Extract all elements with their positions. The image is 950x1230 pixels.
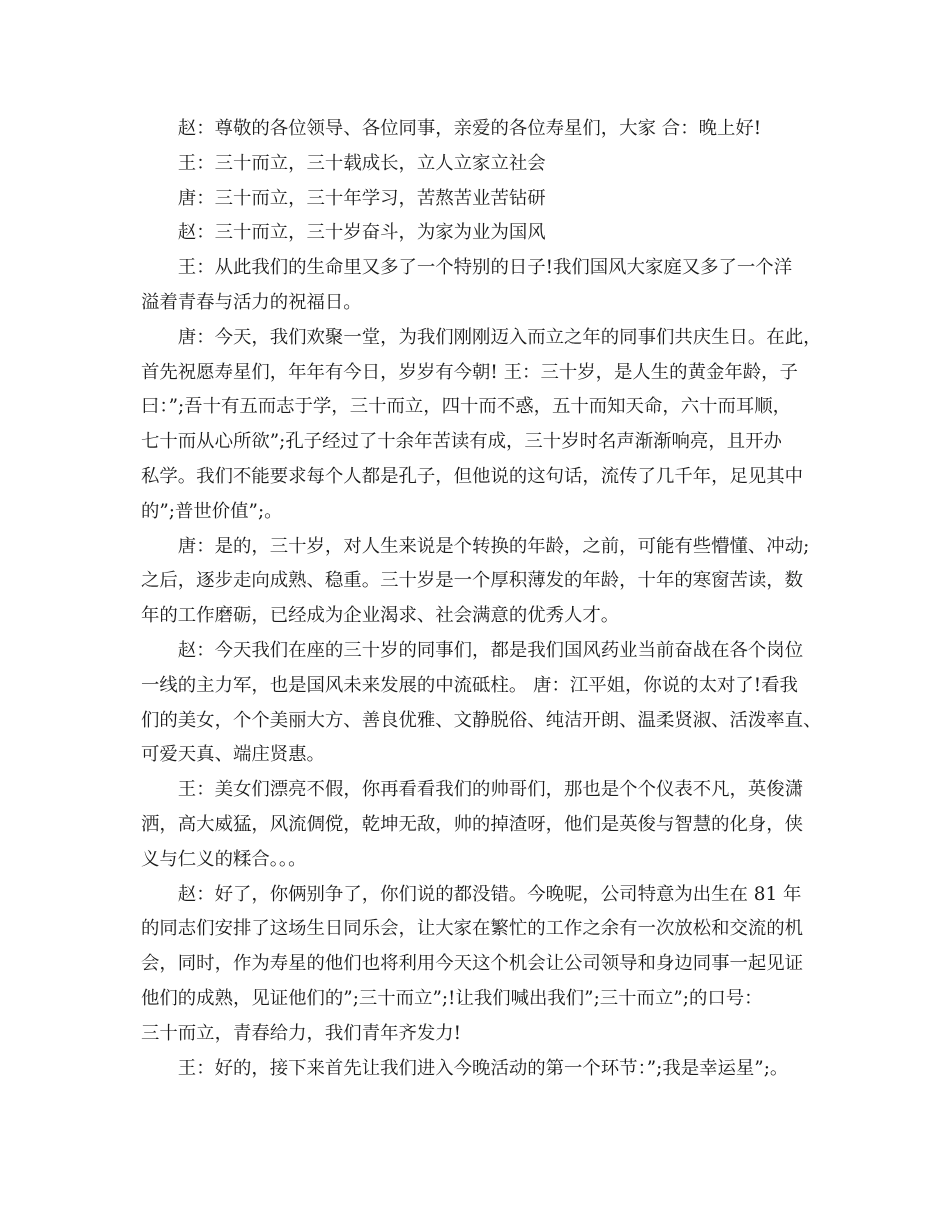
text-line: 洒，高大威猛，风流倜傥，乾坤无敌，帅的掉渣呀，他们是英俊与智慧的化身，侠 bbox=[141, 813, 804, 835]
paragraph bbox=[141, 251, 825, 321]
paragraph bbox=[141, 878, 825, 1052]
text-line: 曰：”;吾十有五而志于学，三十而立，四十而不惑，五十而知天命，六十而耳顺， bbox=[141, 396, 792, 418]
document-body bbox=[141, 112, 825, 1086]
text-line: 年的工作磨砺，已经成为企业渴求、社会满意的优秀人才。 bbox=[141, 605, 620, 627]
text-line: 赵：三十而立，三十岁奋斗，为家为业为国风 bbox=[177, 222, 546, 244]
paragraph bbox=[141, 530, 825, 634]
paragraph bbox=[141, 216, 825, 251]
text-line: 他们的成熟，见证他们的”;三十而立”;!让我们喊出我们”;三十而立”;的口号： bbox=[141, 987, 763, 1009]
text-line: 首先祝愿寿星们，年年有今日，岁岁有今朝! 王：三十岁，是人生的黄金年龄，子 bbox=[141, 361, 798, 383]
text-line: 赵：今天我们在座的三十岁的同事们，都是我们国风药业当前奋战在各个岗位 bbox=[177, 639, 804, 661]
text-line: 赵：尊敬的各位领导、各位同事，亲爱的各位寿星们，大家 合：晚上好! bbox=[177, 118, 762, 139]
text-line: 唐：今天，我们欢聚一堂，为我们刚刚迈入而立之年的同事们共庆生日。在此， bbox=[177, 326, 822, 348]
text-line: 的”;普世价值”;。 bbox=[141, 500, 283, 522]
text-line: 之后，逐步走向成熟、稳重。三十岁是一个厚积薄发的年龄，十年的寒窗苦读，数 bbox=[141, 570, 804, 592]
paragraph bbox=[141, 773, 825, 877]
text-line: 三十而立，青春给力，我们青年齐发力! bbox=[141, 1022, 462, 1044]
paragraph bbox=[141, 147, 825, 182]
paragraph bbox=[141, 182, 825, 217]
text-line: 可爱天真、端庄贤惠。 bbox=[141, 744, 325, 766]
paragraph bbox=[141, 634, 825, 773]
text-line: 王：美女们漂亮不假，你再看看我们的帅哥们，那也是个个仪表不凡，英俊潇 bbox=[177, 779, 804, 801]
text-line: 义与仁义的糅合。。。 bbox=[141, 848, 307, 870]
text-line: 溢着青春与活力的祝福日。 bbox=[141, 291, 362, 313]
text-line: 王：从此我们的生命里又多了一个特别的日子!我们国风大家庭又多了一个洋 bbox=[177, 257, 793, 279]
text-line: 王：好的，接下来首先让我们进入今晚活动的第一个环节：”;我是幸运星”;。 bbox=[177, 1057, 789, 1079]
text-line: 的同志们安排了这场生日同乐会，让大家在繁忙的工作之余有一次放松和交流的机 bbox=[141, 918, 804, 940]
text-line: 赵：好了，你俩别争了，你们说的都没错。今晚呢，公司特意为出生在 81 年 bbox=[177, 883, 802, 905]
text-line: 唐：是的，三十岁，对人生来说是个转换的年龄，之前，可能有些懵懂、冲动; bbox=[177, 535, 810, 557]
text-line: 们的美女，个个美丽大方、善良优雅、文静脱俗、纯洁开朗、温柔贤淑、活泼率直、 bbox=[141, 709, 822, 731]
text-line: 私学。我们不能要求每个人都是孔子，但他说的这句话，流传了几千年，足见其中 bbox=[141, 465, 804, 487]
text-line: 唐：三十而立，三十年学习，苦熬苦业苦钻研 bbox=[177, 187, 546, 209]
text-line: 七十而从心所欲”;孔子经过了十余年苦读有成，三十岁时名声渐渐响亮，且开办 bbox=[141, 431, 782, 453]
text-line: 会，同时，作为寿星的他们也将利用今天这个机会让公司领导和身边同事一起见证 bbox=[141, 953, 804, 975]
text-line: 王：三十而立，三十载成长，立人立家立社会 bbox=[177, 152, 546, 174]
text-line: 一线的主力军，也是国风未来发展的中流砥柱。 唐：江平姐，你说的太对了!看我 bbox=[141, 674, 798, 696]
paragraph bbox=[141, 1052, 825, 1087]
paragraph bbox=[141, 321, 825, 530]
paragraph bbox=[141, 112, 825, 147]
